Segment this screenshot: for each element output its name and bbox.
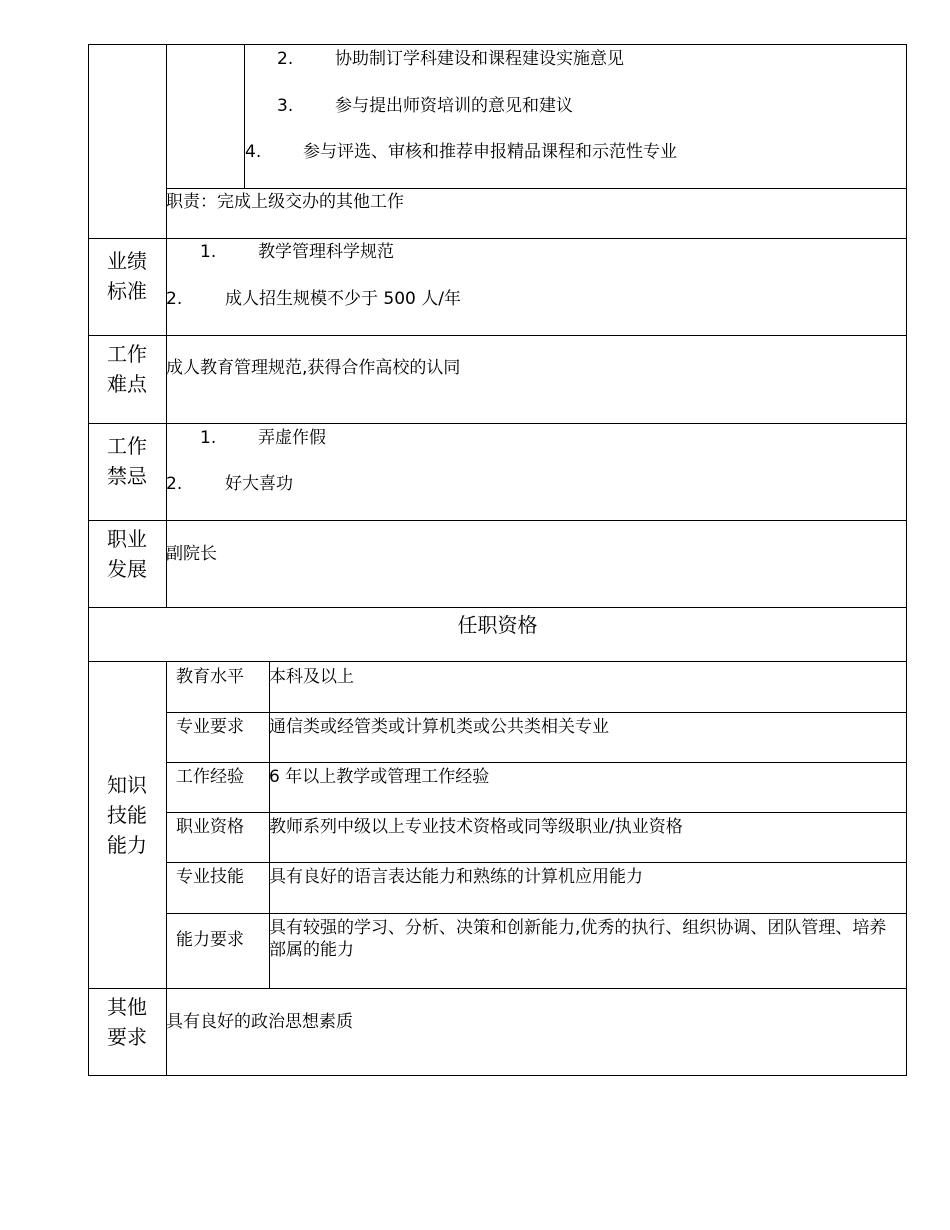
taboo-label-line: 工作: [107, 434, 147, 458]
difficulty-label: [88, 339, 166, 399]
difficulty-label-line: 难点: [107, 372, 147, 396]
other-label-line: 其他: [107, 995, 147, 1019]
difficulty-text: 成人教育管理规范,获得合作高校的认同: [166, 358, 461, 378]
performance-item-number: 1.: [200, 242, 217, 262]
table-border-bottom: [88, 1075, 907, 1076]
qualification-value: 具有良好的语言表达能力和熟练的计算机应用能力: [269, 867, 643, 887]
duty-item-number: 2.: [277, 49, 294, 69]
taboo-label-line: 禁忌: [107, 464, 147, 488]
duty-item-number: 3.: [277, 96, 294, 116]
other-text: 具有良好的政治思想素质: [166, 1012, 353, 1032]
taboo-item-number: 2.: [166, 474, 183, 494]
performance-label: [88, 246, 166, 306]
qualification-key: 职业资格: [176, 817, 244, 837]
performance-label-line: 标准: [107, 279, 147, 303]
row-divider: [88, 607, 907, 608]
subcell-divider: [244, 44, 245, 189]
performance-item-text: 成人招生规模不少于 500 人/年: [225, 289, 461, 309]
qualification-value: 具有较强的学习、分析、决策和创新能力,优秀的执行、组织协调、团队管理、培养部属的能力: [269, 918, 887, 960]
qualification-key: 教育水平: [176, 667, 244, 687]
qualification-value: 本科及以上: [269, 667, 354, 687]
row-divider: [88, 423, 907, 424]
qualification-value: 6 年以上教学或管理工作经验: [269, 767, 490, 787]
qualification-key: 工作经验: [176, 767, 244, 787]
taboo-item-text: 弄虚作假: [258, 428, 326, 448]
career-label-line: 发展: [107, 557, 147, 581]
taboo-label: [88, 431, 166, 491]
row-divider: [166, 762, 907, 763]
duty-item-number: 4.: [245, 142, 262, 162]
qualification-value: 教师系列中级以上专业技术资格或同等级职业/执业资格: [269, 817, 683, 837]
career-text: 副院长: [166, 544, 217, 564]
difficulty-label-line: 工作: [107, 342, 147, 366]
taboo-item-number: 1.: [200, 428, 217, 448]
row-divider: [166, 188, 907, 189]
performance-label-line: 业绩: [107, 249, 147, 273]
knowledge-label-line: 知识: [107, 773, 147, 797]
taboo-item: [166, 473, 293, 495]
performance-item-text: 教学管理科学规范: [258, 242, 394, 262]
taboo-item-text: 好大喜功: [225, 474, 293, 494]
performance-item: [200, 241, 394, 263]
duty-item: [245, 141, 677, 163]
table-border-right: [906, 44, 907, 1076]
row-divider: [88, 661, 907, 662]
qualification-value: 通信类或经管类或计算机类或公共类相关专业: [269, 717, 609, 737]
row-divider: [166, 812, 907, 813]
duty-item-text: 参与评选、审核和推荐申报精品课程和示范性专业: [303, 142, 677, 162]
knowledge-label-line: 能力: [107, 833, 147, 857]
other-duty-text: 职责：完成上级交办的其他工作: [166, 192, 404, 212]
label-column-divider: [166, 44, 167, 608]
row-divider: [166, 862, 907, 863]
taboo-item: [200, 427, 326, 449]
knowledge-label: [88, 770, 166, 860]
career-label-line: 职业: [107, 527, 147, 551]
duty-item-text: 参与提出师资培训的意见和建议: [335, 96, 573, 116]
other-label-line: 要求: [107, 1025, 147, 1049]
qualification-key: 专业要求: [176, 717, 244, 737]
career-label: [88, 524, 166, 584]
duty-item: [277, 48, 624, 70]
row-divider: [166, 712, 907, 713]
duty-item: [277, 95, 573, 117]
row-divider: [88, 335, 907, 336]
row-divider: [166, 913, 907, 914]
row-divider: [88, 520, 907, 521]
row-divider: [88, 238, 907, 239]
duty-item-text: 协助制订学科建设和课程建设实施意见: [335, 49, 624, 69]
other-label: [88, 992, 166, 1052]
performance-item: [166, 288, 461, 310]
qualification-key: 专业技能: [176, 867, 244, 887]
performance-item-number: 2.: [166, 289, 183, 309]
table-border-top: [88, 44, 907, 45]
knowledge-label-line: 技能: [107, 803, 147, 827]
row-divider: [88, 988, 907, 989]
qualification-header: 任职资格: [457, 613, 538, 637]
qualification-key: 能力要求: [176, 930, 244, 950]
